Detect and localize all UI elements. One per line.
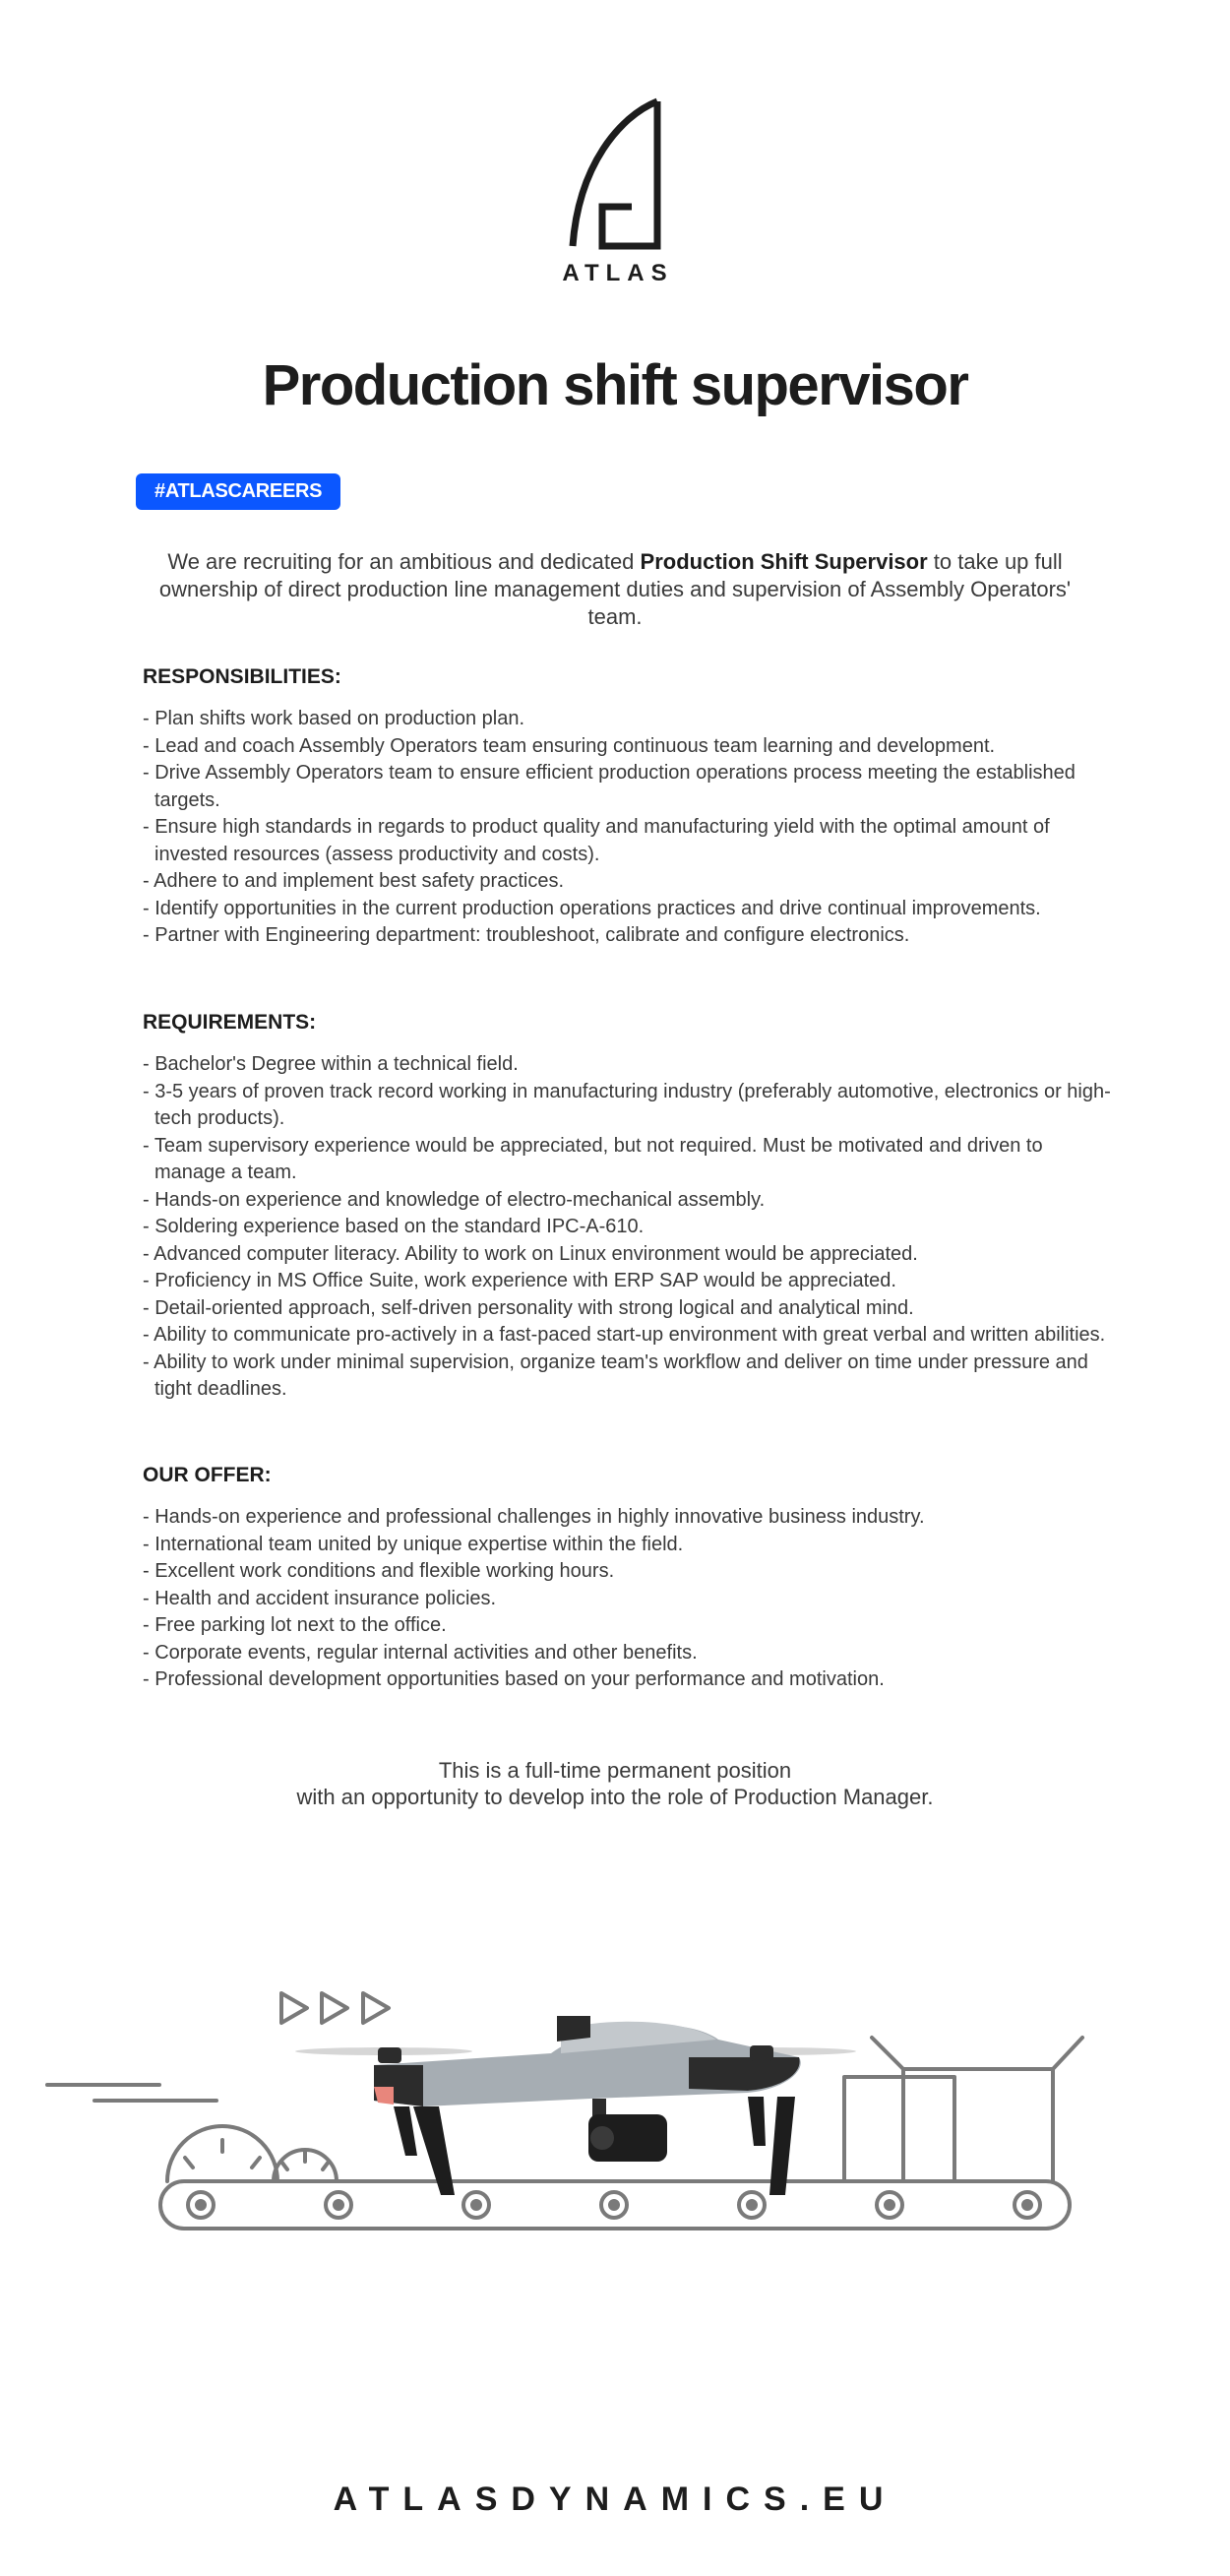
requirements-heading: REQUIREMENTS: bbox=[143, 1011, 317, 1034]
list-item: - Corporate events, regular internal activities and other benefits. bbox=[143, 1641, 698, 1664]
list-item: - Ensure high standards in regards to product quality and manufacturing yield with the optimal amount of invested resources (assess productivity and costs). bbox=[143, 816, 1050, 865]
responsibilities-section bbox=[143, 665, 1117, 950]
atlas-logo-icon bbox=[561, 96, 669, 254]
list-item: - Hands-on experience and knowledge of electro-mechanical assembly. bbox=[143, 1188, 766, 1211]
list-item: - Plan shifts work based on production plan. bbox=[143, 708, 524, 729]
closing-statement bbox=[0, 1757, 1230, 1810]
offer-section bbox=[143, 1464, 1117, 1694]
list-item: - Hands-on experience and professional challenges in highly innovative business industry. bbox=[143, 1506, 925, 1528]
list-item: - Ability to communicate pro-actively in a fast-paced start-up environment with great verbal and written abilities. bbox=[143, 1324, 1106, 1346]
list-item: - 3-5 years of proven track record working in manufacturing industry (preferably automotive, electronics or high-tech products). bbox=[143, 1080, 1111, 1129]
small-box-icon bbox=[844, 2077, 954, 2181]
list-item: - International team united by unique expertise within the field. bbox=[143, 1533, 684, 1555]
list-item: - Bachelor's Degree within a technical field. bbox=[143, 1053, 519, 1075]
drone-conveyor-illustration bbox=[0, 1959, 1230, 2293]
box-flap-icon bbox=[872, 2038, 1082, 2069]
intro-paragraph bbox=[133, 548, 1097, 631]
list-item: - Free parking lot next to the office. bbox=[143, 1614, 447, 1636]
open-box-icon bbox=[903, 2069, 1053, 2181]
offer-heading: OUR OFFER: bbox=[143, 1464, 272, 1486]
footer-website: ATLASDYNAMICS.EU bbox=[333, 2481, 897, 2518]
list-item: - Detail-oriented approach, self-driven personality with strong logical and analytical mind. bbox=[143, 1296, 914, 1319]
list-item: - Professional development opportunities based on your performance and motivation. bbox=[143, 1668, 885, 1690]
list-item: - Partner with Engineering department: troubleshoot, calibrate and configure electronics. bbox=[143, 924, 910, 946]
play-arrow-icon bbox=[322, 1993, 347, 2023]
closing-line-1: This is a full-time permanent position bbox=[438, 1758, 792, 1783]
list-item: - Identify opportunities in the current production operations practices and drive continual improvements. bbox=[143, 897, 1041, 919]
requirements-section bbox=[143, 1011, 1117, 1404]
page-title: Production shift supervisor bbox=[262, 353, 968, 417]
list-item: - Drive Assembly Operators team to ensure efficient production operations process meeting the established targets. bbox=[143, 762, 1076, 811]
logo-wordmark: ATLAS bbox=[562, 260, 674, 286]
intro-text-end: to take up full ownership of direct production line management duties and supervision of Assembly Operators' team. bbox=[158, 549, 1072, 629]
atlas-logo bbox=[556, 96, 674, 286]
closing-line-2: with an opportunity to develop into the role of Production Manager. bbox=[296, 1785, 934, 1809]
intro-text-start: We are recruiting for an ambitious and dedicated bbox=[167, 549, 641, 574]
list-item: - Adhere to and implement best safety practices. bbox=[143, 870, 564, 892]
offer-list bbox=[143, 1504, 1117, 1694]
intro-position-name: Production Shift Supervisor bbox=[640, 549, 928, 574]
play-arrow-icon bbox=[363, 1993, 389, 2023]
list-item: - Advanced computer literacy. Ability to work on Linux environment would be appreciated. bbox=[143, 1242, 918, 1265]
responsibilities-heading: RESPONSIBILITIES: bbox=[143, 665, 341, 688]
list-item: - Proficiency in MS Office Suite, work experience with ERP SAP would be appreciated. bbox=[143, 1270, 896, 1291]
list-item: - Ability to work under minimal supervision, organize team's workflow and deliver on time under pressure and tight deadlines. bbox=[143, 1351, 1088, 1400]
list-item: - Team supervisory experience would be appreciated, but not required. Must be motivated and driven to manage a team. bbox=[143, 1134, 1043, 1183]
requirements-list bbox=[143, 1051, 1117, 1404]
gear-teeth-icon bbox=[185, 2140, 260, 2168]
play-arrow-icon bbox=[281, 1993, 307, 2023]
list-item: - Soldering experience based on the standard IPC-A-610. bbox=[143, 1216, 645, 1237]
responsibilities-list bbox=[143, 706, 1117, 950]
list-item: - Lead and coach Assembly Operators team ensuring continuous team learning and development. bbox=[143, 734, 996, 757]
drone-icon bbox=[295, 2016, 856, 2195]
list-item: - Health and accident insurance policies. bbox=[143, 1587, 497, 1609]
list-item: - Excellent work conditions and flexible working hours. bbox=[143, 1560, 615, 1582]
careers-hashtag-badge: #ATLASCAREERS bbox=[136, 473, 340, 510]
